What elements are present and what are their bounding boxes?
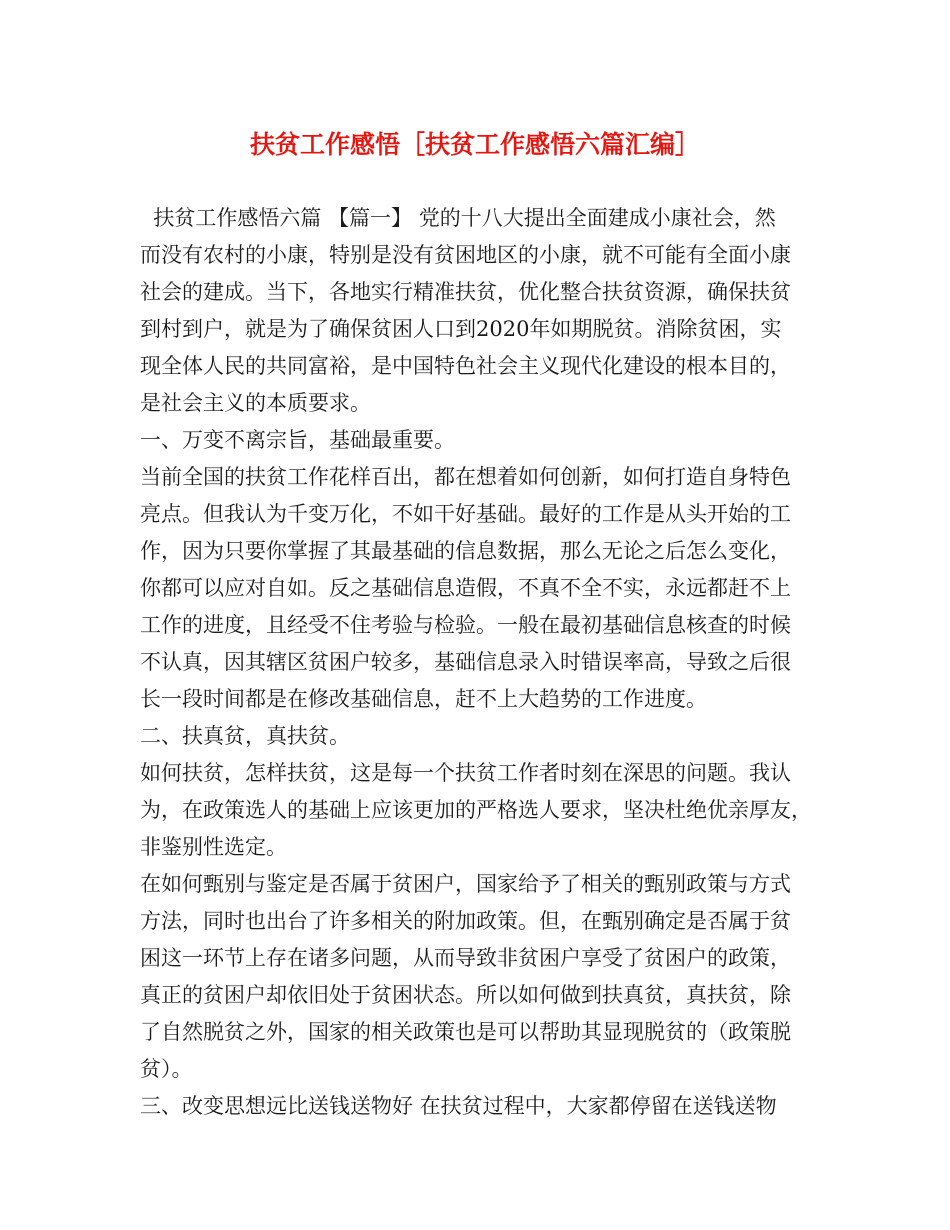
text-line: 长一段时间都是在修改基础信息，赶不上大趋势的工作进度。 bbox=[140, 687, 707, 711]
text-line: 到村到户，就是为了确保贫困人口到2020年如期脱贫。消除贫困，实 bbox=[140, 317, 782, 341]
text-line: 当前全国的扶贫工作花样百出，都在想着如何创新，如何打造自身特色 bbox=[140, 465, 791, 489]
text-line: 社会的建成。当下，各地实行精准扶贫，优化整合扶贫资源，确保扶贫 bbox=[140, 280, 791, 304]
text-line: 扶贫工作感悟六篇 【篇一】 党的十八大提出全面建成小康社会，然 bbox=[140, 206, 776, 230]
document-body bbox=[140, 200, 820, 1125]
text-line: 真正的贫困户却依旧处于贫困状态。所以如何做到扶真贫，真扶贫，除 bbox=[140, 983, 791, 1007]
text-line: 是社会主义的本质要求。 bbox=[140, 391, 371, 415]
text-line: 方法，同时也出台了许多相关的附加政策。但，在甄别确定是否属于贫 bbox=[140, 909, 791, 933]
text-line: 如何扶贫，怎样扶贫，这是每一个扶贫工作者时刻在深思的问题。我认 bbox=[140, 761, 791, 785]
text-line: 不认真，因其辖区贫困户较多，基础信息录入时错误率高，导致之后很 bbox=[140, 650, 791, 674]
document-title: 扶贫工作感悟［扶贫工作感悟六篇汇编］ bbox=[249, 130, 700, 159]
text-line: 为，在政策选人的基础上应该更加的严格选人要求，坚决杜绝优亲厚友， bbox=[140, 798, 812, 822]
text-line: 而没有农村的小康，特别是没有贫困地区的小康，就不可能有全面小康 bbox=[140, 243, 791, 267]
text-line: 你都可以应对自如。反之基础信息造假，不真不全不实，永远都赶不上 bbox=[140, 576, 791, 600]
section-heading: 三、改变思想远比送钱送物好 在扶贫过程中，大家都停留在送钱送物 bbox=[140, 1094, 777, 1118]
text-line: 了自然脱贫之外，国家的相关政策也是可以帮助其显现脱贫的（政策脱 bbox=[140, 1020, 791, 1044]
text-line: 非鉴别性选定。 bbox=[140, 835, 287, 859]
text-line: 困这一环节上存在诸多问题，从而导致非贫困户享受了贫困户的政策， bbox=[140, 946, 791, 970]
text-line: 亮点。但我认为千变万化，不如干好基础。最好的工作是从头开始的工 bbox=[140, 502, 791, 526]
text-line: 贫）。 bbox=[140, 1057, 193, 1081]
text-line: 在如何甄别与鉴定是否属于贫困户，国家给予了相关的甄别政策与方式 bbox=[140, 872, 791, 896]
text-line: 作，因为只要你掌握了其最基础的信息数据，那么无论之后怎么变化， bbox=[140, 539, 791, 563]
text-line: 现全体人民的共同富裕，是中国特色社会主义现代化建设的根本目的， bbox=[140, 354, 791, 378]
text-line: 工作的进度，且经受不住考验与检验。一般在最初基础信息核查的时候 bbox=[140, 613, 791, 637]
section-heading: 二、扶真贫，真扶贫。 bbox=[140, 724, 350, 748]
section-heading: 一、万变不离宗旨，基础最重要。 bbox=[140, 428, 455, 452]
